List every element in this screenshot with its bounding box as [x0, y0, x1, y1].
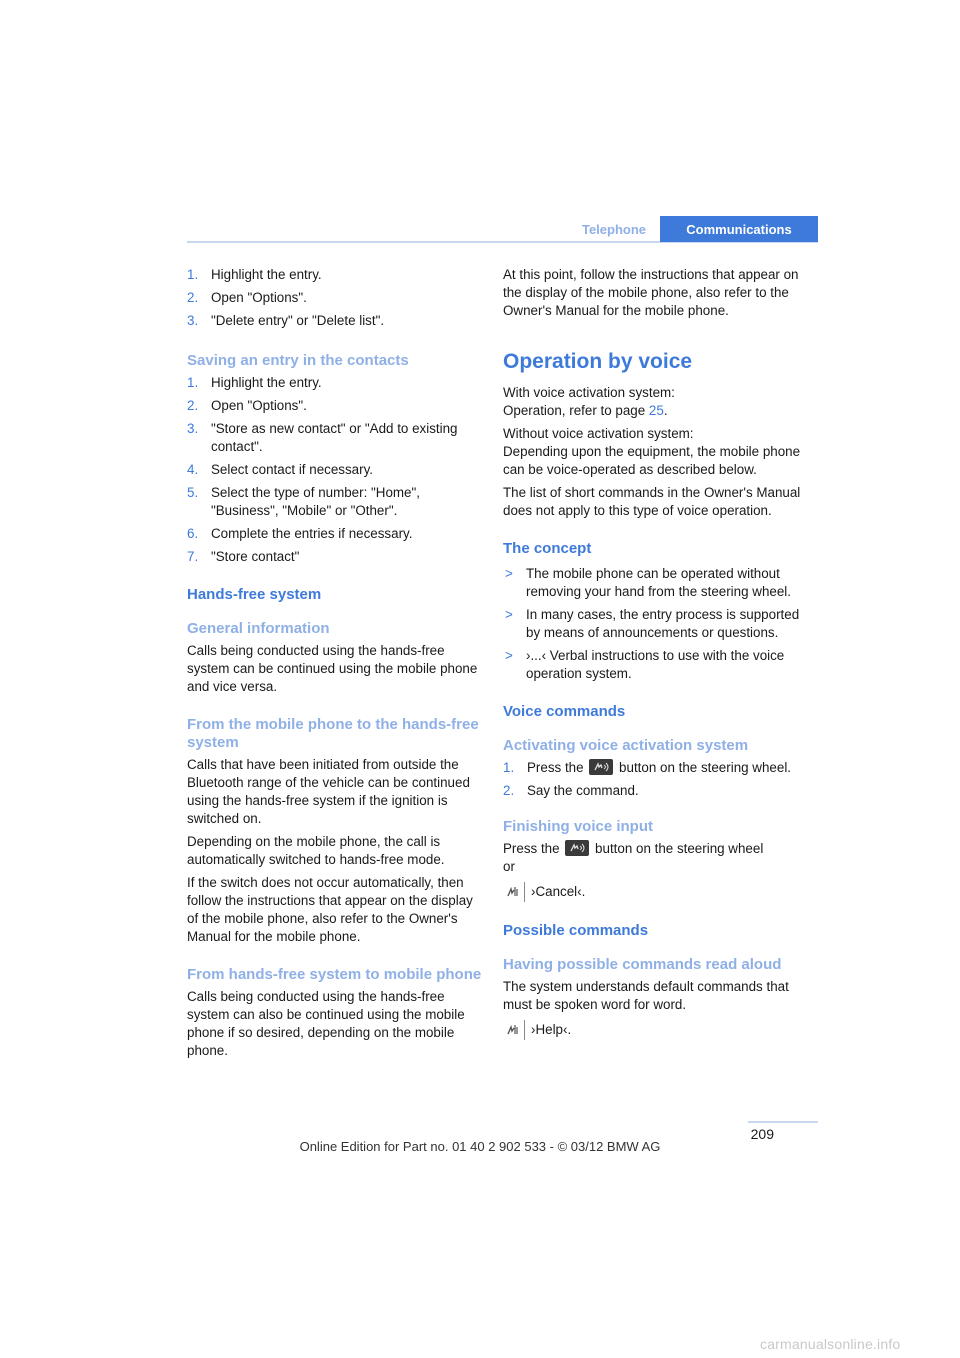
edition-footer: Online Edition for Part no. 01 40 2 902 533 - © 03/12 BMW AG	[299, 1139, 661, 1154]
voice-command-icon	[506, 1022, 520, 1036]
steering-wheel-talk-button-icon	[565, 840, 589, 856]
list-item: 2. Open "Options".	[187, 290, 307, 305]
list-item: > The mobile phone can be operated without removing your hand from the steering wheel.	[505, 566, 791, 599]
list-item: 2. Say the command.	[503, 783, 639, 798]
paragraph: At this point, follow the instructions that appear on the display of the mobile phone, also refer to the Owner's Manual for the mobile phone.	[503, 267, 799, 318]
list-item: 4. Select contact if necessary.	[187, 462, 374, 477]
chapter-tab-communications[interactable]: Communications	[660, 216, 818, 242]
list-item: 1. Highlight the entry.	[187, 375, 322, 390]
paragraph: The system understands default commands that must be spoken word for word.	[503, 979, 789, 1012]
voice-command-icon	[506, 884, 520, 898]
heading-operation-by-voice: Operation by voice	[503, 350, 693, 373]
heading-general-information: General information	[187, 620, 330, 637]
list-item: 3. "Delete entry" or "Delete list".	[187, 313, 385, 328]
list-item: 6. Complete the entries if necessary.	[187, 526, 413, 541]
concept-list	[503, 565, 801, 683]
heading-hands-free-system: Hands-free system	[187, 586, 322, 603]
list-item: > ›...‹ Verbal instructions to use with the voice operation system.	[505, 648, 785, 681]
paragraph: Calls that have been initiated from outside the Bluetooth range of the vehicle can be continued using the hands-free system if the ignition is switched on.	[187, 757, 470, 826]
paragraph: The list of short commands in the Owner's Manual does not apply to this type of voice operation.	[503, 485, 801, 518]
page-link[interactable]: 25	[648, 403, 664, 418]
voice-divider	[524, 1020, 525, 1040]
paragraph: Calls being conducted using the hands-free system can be continued using the mobile phone and vice versa.	[187, 643, 478, 694]
heading-activating-voice: Activating voice activation system	[503, 737, 749, 754]
voice-command-cancel: ›Cancel‹.	[503, 882, 801, 902]
save-steps-list	[187, 374, 483, 566]
list-item: 7. "Store contact"	[187, 549, 300, 564]
left-column	[187, 266, 483, 1065]
paragraph: Without voice activation system: Depending upon the equipment, the mobile phone can be voice-operated as described below.	[503, 426, 801, 477]
paragraph: If the switch does not occur automatically, then follow the instructions that appear on the display of the mobile phone, also refer to the Owner's Manual for the mobile phone.	[187, 875, 473, 944]
list-item: 1. Press the button on the steering wheel.	[503, 760, 792, 775]
list-item: 5. Select the type of number: "Home", "Business", "Mobile" or "Other".	[187, 485, 420, 518]
voice-command-help: ›Help‹.	[503, 1020, 801, 1040]
list-item: 1. Highlight the entry.	[187, 267, 322, 282]
heading-finishing-voice-input: Finishing voice input	[503, 818, 653, 835]
paragraph: Press the button on the steering wheel or	[503, 841, 764, 874]
page-number: 209	[750, 1126, 774, 1142]
section-tab-telephone[interactable]: Telephone	[581, 222, 647, 237]
heading-possible-commands: Possible commands	[503, 922, 649, 939]
heading-read-aloud: Having possible commands read aloud	[503, 956, 782, 973]
steering-wheel-talk-button-icon	[589, 759, 613, 775]
footer-rule	[748, 1121, 818, 1123]
heading-voice-commands: Voice commands	[503, 703, 626, 720]
activating-steps-list	[503, 759, 801, 800]
paragraph: Depending on the mobile phone, the call is automatically switched to hands-free mode.	[187, 834, 445, 867]
watermark: carmanualsonline.info	[760, 1336, 901, 1352]
paragraph: Calls being conducted using the hands-free system can also be continued using the mobile phone if so desired, depending on the mobile phone.	[187, 989, 465, 1058]
delete-steps-list	[187, 266, 483, 330]
paragraph: With voice activation system: Operation, refer to page 25.	[503, 385, 675, 418]
heading-the-concept: The concept	[503, 540, 592, 557]
right-column	[503, 266, 801, 1046]
list-item: 2. Open "Options".	[187, 398, 307, 413]
heading-from-handsfree-to-mobile: From hands-free system to mobile phone	[187, 966, 482, 983]
list-item: > In many cases, the entry process is supported by means of announcements or questions.	[505, 607, 800, 640]
heading-from-mobile-to-handsfree: From the mobile phone to the hands-free system	[187, 716, 479, 751]
heading-saving-entry: Saving an entry in the contacts	[187, 352, 409, 369]
voice-divider	[524, 882, 525, 902]
list-item: 3. "Store as new contact" or "Add to existing contact".	[187, 421, 458, 454]
